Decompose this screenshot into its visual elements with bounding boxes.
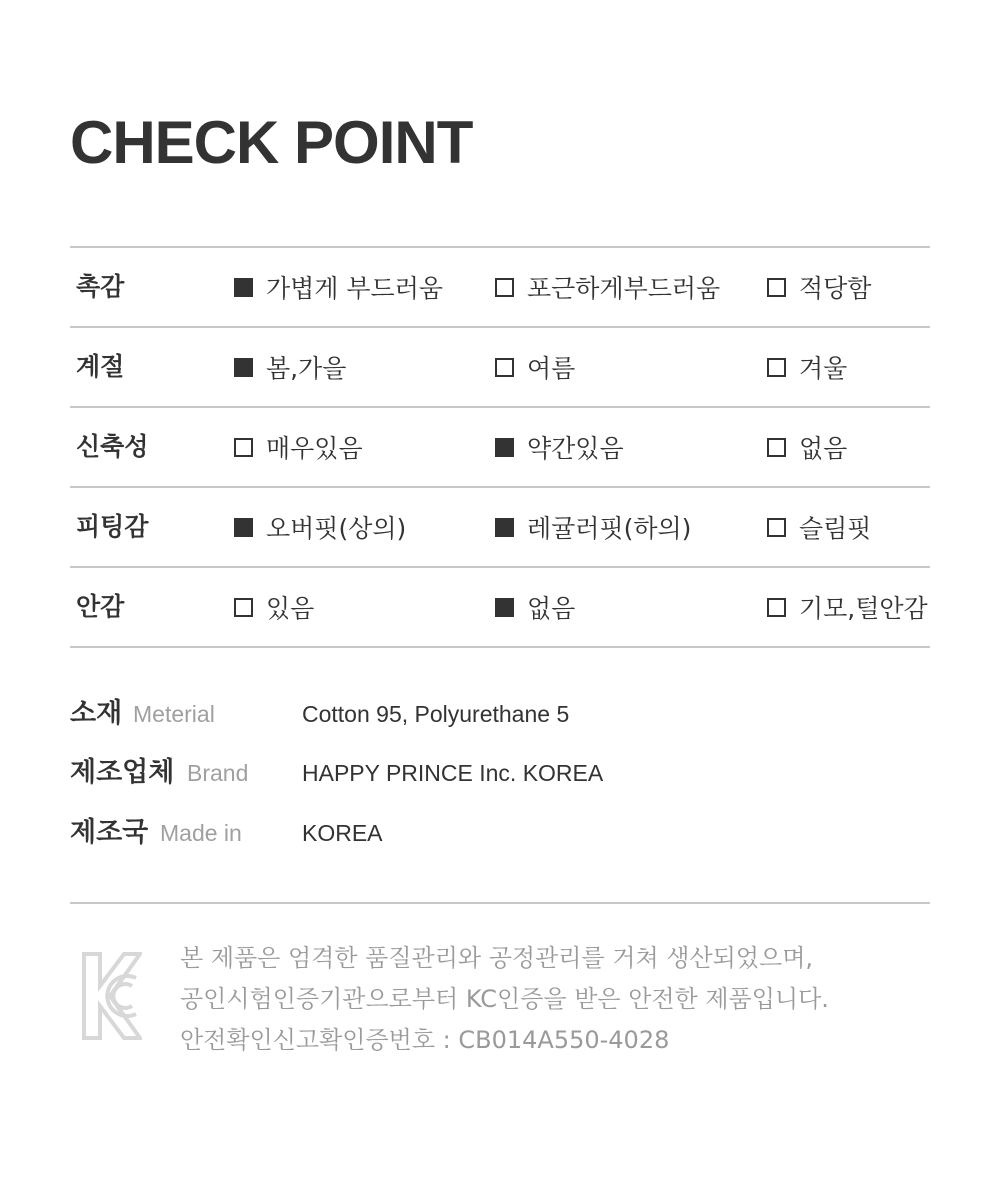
spec-label: 제조국	[70, 817, 149, 848]
option	[495, 328, 575, 406]
option-label: 겨울	[799, 354, 848, 383]
option-label: 약간있음	[527, 434, 624, 463]
unchecked-box-icon	[495, 278, 514, 297]
row-label: 계절	[76, 352, 125, 381]
row-label: 촉감	[76, 272, 125, 301]
option-label: 오버핏(상의)	[266, 514, 407, 543]
option	[495, 248, 720, 326]
option-label: 포근하게부드러움	[527, 274, 721, 303]
checked-box-icon	[234, 358, 253, 377]
option-label: 봄,가을	[266, 354, 347, 383]
option	[767, 488, 871, 566]
option	[234, 568, 314, 646]
page-title: CHECK POINT	[70, 109, 473, 176]
option-label: 기모,털안감	[799, 594, 928, 623]
unchecked-box-icon	[234, 438, 253, 457]
checked-box-icon	[495, 598, 514, 617]
option-label: 있음	[266, 594, 315, 623]
checked-box-icon	[234, 278, 253, 297]
option-label: 레귤러핏(하의)	[527, 514, 692, 543]
check-point-table	[70, 246, 930, 648]
option-label: 없음	[799, 434, 848, 463]
row-label: 피팅감	[76, 512, 149, 541]
option	[495, 488, 691, 566]
checked-box-icon	[234, 518, 253, 537]
spec-label-en: Made in	[160, 820, 242, 846]
option	[495, 568, 575, 646]
option-label: 없음	[527, 594, 576, 623]
check-row-lining	[70, 568, 930, 648]
unchecked-box-icon	[767, 598, 786, 617]
option	[234, 408, 363, 486]
spec-label-en: Meterial	[133, 701, 215, 727]
kc-certification-icon	[80, 950, 142, 1042]
unchecked-box-icon	[495, 358, 514, 377]
option-label: 매우있음	[266, 434, 363, 463]
row-label: 신축성	[76, 432, 149, 461]
unchecked-box-icon	[234, 598, 253, 617]
checked-box-icon	[495, 438, 514, 457]
spec-value: KOREA	[302, 820, 383, 846]
spec-value: Cotton 95, Polyurethane 5	[302, 701, 570, 727]
option-label: 적당함	[799, 274, 872, 303]
option	[767, 568, 928, 646]
spec-label: 제조업체	[70, 757, 175, 788]
notice-line: 공인시험인증기관으로부터 KC인증을 받은 안전한 제품입니다.	[180, 985, 829, 1013]
check-row-stretch	[70, 408, 930, 488]
option-label: 슬림핏	[799, 514, 872, 543]
row-label: 안감	[76, 592, 125, 621]
option	[234, 488, 406, 566]
kc-notice	[180, 938, 940, 1061]
unchecked-box-icon	[767, 518, 786, 537]
unchecked-box-icon	[767, 358, 786, 377]
option-label: 가볍게 부드러움	[266, 274, 443, 303]
check-row-season	[70, 328, 930, 408]
unchecked-box-icon	[767, 278, 786, 297]
spec-origin	[70, 813, 930, 853]
section-divider	[70, 902, 930, 904]
option	[767, 408, 847, 486]
option	[767, 328, 847, 406]
spec-label-en: Brand	[187, 760, 249, 786]
option	[234, 328, 346, 406]
option	[767, 248, 871, 326]
notice-line: 본 제품은 엄격한 품질관리와 공정관리를 거쳐 생산되었으며,	[180, 944, 814, 972]
checked-box-icon	[495, 518, 514, 537]
option	[495, 408, 624, 486]
spec-label: 소재	[70, 698, 123, 729]
option	[234, 248, 443, 326]
spec-material	[70, 694, 930, 734]
unchecked-box-icon	[767, 438, 786, 457]
spec-value: HAPPY PRINCE Inc. KOREA	[302, 760, 604, 786]
option-label: 여름	[527, 354, 576, 383]
check-row-fit	[70, 488, 930, 568]
notice-line: 안전확인신고확인증번호 : CB014A550-4028	[180, 1026, 670, 1054]
spec-brand	[70, 753, 930, 793]
check-row-touch	[70, 248, 930, 328]
